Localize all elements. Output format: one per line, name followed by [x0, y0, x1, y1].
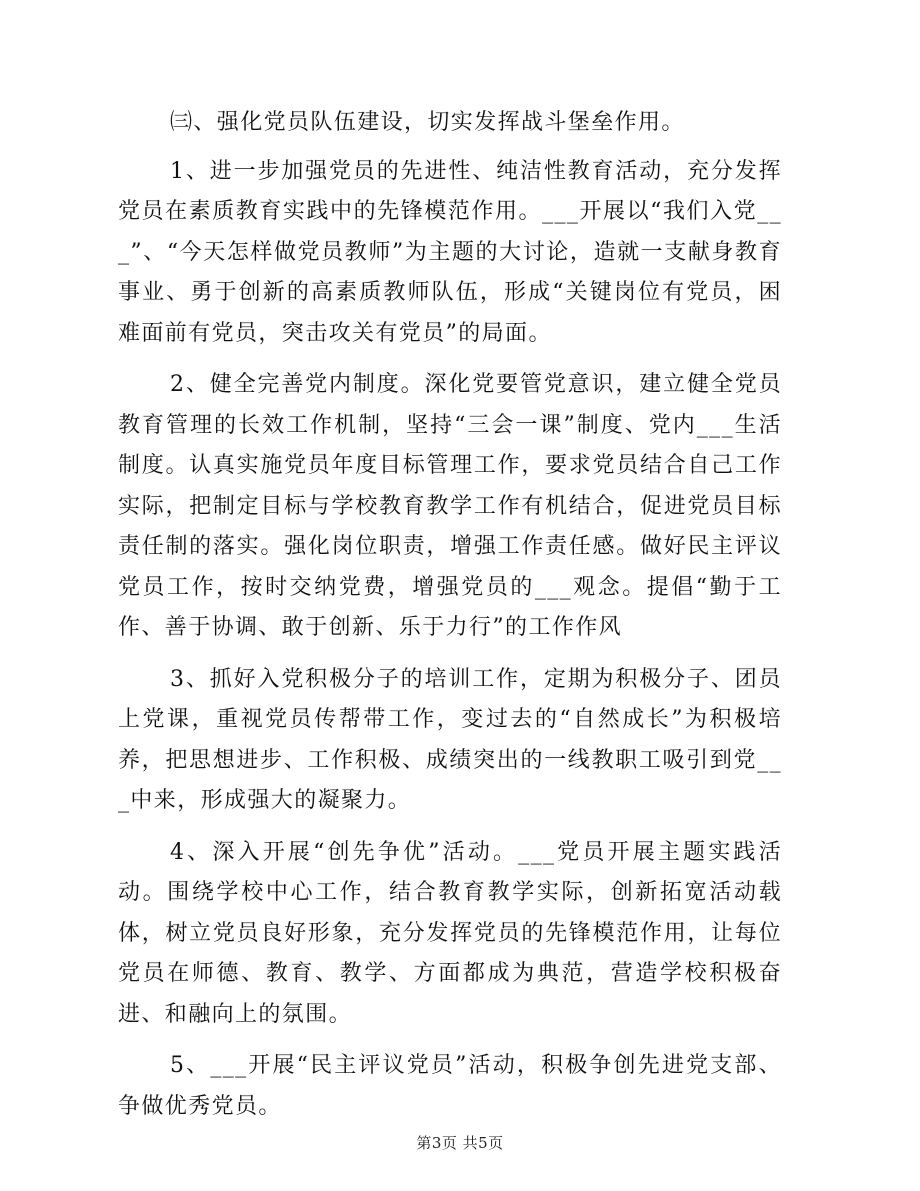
section-heading: ㈢、强化党员队伍建设，切实发挥战斗堡垒作用。 [170, 110, 685, 135]
paragraph-3: 3、抓好入党积极分子的培训工作，定期为积极分子、团员上党课，重视党员传帮带工作，变过去的“自然成长”为积极培养，把思想进步、工作积极、成绩突出的一线教职工吸引到党___中来，形成强大的凝聚力。 [118, 666, 782, 813]
paragraph-5: 5、___开展“民主评议党员”活动，积极争创先进党支部、争做优秀党员。 [118, 1053, 782, 1119]
paragraph-1: 1、进一步加强党员的先进性、纯洁性教育活动，充分发挥党员在素质教育实践中的先锋模范作用。___开展以“我们入党___”、“今天怎样做党员教师”为主题的大讨论，造就一支献身教育事业、勇于创新的高素质教师队伍，形成“关键岗位有党员，困难面前有党员，突击攻关有党员”的局面。 [118, 158, 782, 346]
page-number-footer: 第3页 共5页 [416, 1134, 504, 1152]
document-body [118, 103, 782, 1138]
paragraph-2: 2、健全完善党内制度。深化党要管党意识，建立健全党员教育管理的长效工作机制，坚持“三会一课”制度、党内___生活制度。认真实施党员年度目标管理工作，要求党员结合自己工作实际，把制定目标与学校教育教学工作有机结合，促进党员目标责任制的落实。强化岗位职责，增强工作责任感。做好民主评议党员工作，按时交纳党费，增强党员的___观念。提倡“勤于工作、善于协调、敢于创新、乐于力行”的工作作风 [118, 372, 782, 640]
paragraph-4: 4、深入开展“创先争优”活动。___党员开展主题实践活动。围绕学校中心工作，结合教育教学实际，创新拓宽活动载体，树立党员良好形象，充分发挥党员的先锋模范作用，让每位党员在师德、教育、教学、方面都成为典范，营造学校积极奋进、和融向上的氛围。 [118, 839, 782, 1027]
